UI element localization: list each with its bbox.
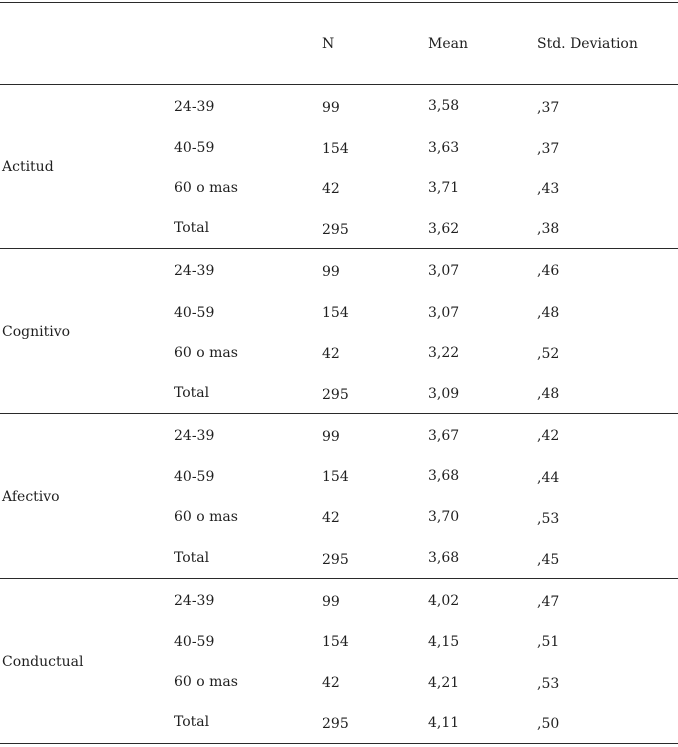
n-cell: 42: [322, 181, 340, 197]
mean-cell: 3,22: [428, 345, 460, 361]
n-cell: 295: [322, 552, 349, 568]
age-cell: 24-39: [174, 263, 215, 279]
mean-cell: 4,21: [428, 675, 460, 691]
n-cell: 99: [322, 429, 340, 445]
sd-cell: ,45: [537, 552, 560, 568]
age-cell: Total: [174, 550, 210, 566]
sd-cell: ,53: [537, 676, 560, 692]
n-cell: 99: [322, 264, 340, 280]
n-cell: 99: [322, 100, 340, 116]
age-cell: 40-59: [174, 305, 215, 321]
age-cell: 24-39: [174, 99, 215, 115]
mean-cell: 3,68: [428, 550, 460, 566]
group-label: Actitud: [2, 159, 54, 175]
age-cell: 40-59: [174, 140, 215, 156]
age-cell: 60 o mas: [174, 345, 238, 361]
age-cell: 60 o mas: [174, 180, 238, 196]
n-cell: 42: [322, 675, 340, 691]
age-cell: 24-39: [174, 428, 215, 444]
mean-cell: 3,07: [428, 263, 460, 279]
mean-cell: 3,67: [428, 428, 460, 444]
n-cell: 99: [322, 594, 340, 610]
n-cell: 295: [322, 387, 349, 403]
n-cell: 42: [322, 346, 340, 362]
age-cell: Total: [174, 714, 210, 730]
group-rule: [0, 248, 678, 249]
age-cell: 60 o mas: [174, 509, 238, 525]
sd-cell: ,53: [537, 511, 560, 527]
age-cell: 40-59: [174, 469, 215, 485]
age-cell: 40-59: [174, 634, 215, 650]
n-cell: 154: [322, 141, 349, 157]
age-cell: 60 o mas: [174, 674, 238, 690]
mean-cell: 4,11: [428, 715, 460, 731]
group-rule: [0, 578, 678, 579]
age-cell: 24-39: [174, 593, 215, 609]
age-cell: Total: [174, 220, 210, 236]
top-rule: [0, 2, 678, 3]
mean-cell: 4,15: [428, 634, 460, 650]
n-cell: 295: [322, 716, 349, 732]
mean-cell: 3,63: [428, 140, 460, 156]
group-label: Afectivo: [2, 489, 60, 505]
mean-cell: 3,07: [428, 305, 460, 321]
mean-cell: 4,02: [428, 593, 460, 609]
group-label: Cognitivo: [2, 324, 71, 340]
sd-cell: ,46: [537, 263, 560, 279]
n-cell: 42: [322, 510, 340, 526]
sd-cell: ,37: [537, 100, 560, 116]
age-cell: Total: [174, 385, 210, 401]
header-mean: Mean: [428, 36, 468, 52]
bottom-rule: [0, 743, 678, 744]
header-rule: [0, 84, 678, 85]
sd-cell: ,42: [537, 428, 560, 444]
sd-cell: ,48: [537, 305, 560, 321]
mean-cell: 3,70: [428, 509, 460, 525]
n-cell: 154: [322, 634, 349, 650]
sd-cell: ,38: [537, 221, 560, 237]
sd-cell: ,51: [537, 634, 560, 650]
n-cell: 295: [322, 222, 349, 238]
header-n: N: [322, 36, 335, 52]
sd-cell: ,50: [537, 716, 560, 732]
sd-cell: ,37: [537, 141, 560, 157]
sd-cell: ,48: [537, 386, 560, 402]
group-label: Conductual: [2, 654, 84, 670]
mean-cell: 3,09: [428, 386, 460, 402]
n-cell: 154: [322, 469, 349, 485]
header-std-deviation: Std. Deviation: [537, 36, 638, 52]
mean-cell: 3,58: [428, 98, 460, 114]
sd-cell: ,52: [537, 346, 560, 362]
sd-cell: ,43: [537, 181, 560, 197]
sd-cell: ,44: [537, 470, 560, 486]
sd-cell: ,47: [537, 594, 560, 610]
mean-cell: 3,62: [428, 221, 460, 237]
mean-cell: 3,68: [428, 468, 460, 484]
n-cell: 154: [322, 305, 349, 321]
group-rule: [0, 413, 678, 414]
mean-cell: 3,71: [428, 180, 460, 196]
